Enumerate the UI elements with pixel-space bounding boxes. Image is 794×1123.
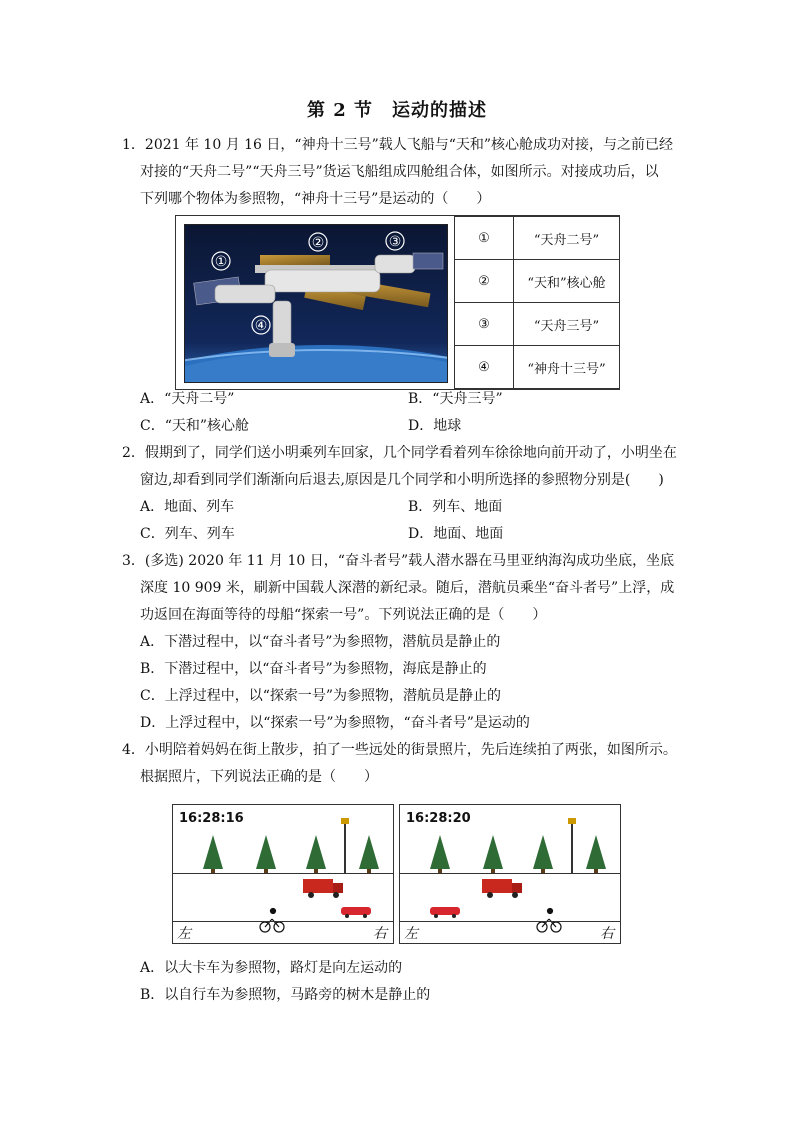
q1-option-d: D．地球 (408, 418, 462, 434)
marker-2: ② (311, 235, 325, 251)
photo-timestamp: 16:28:16 (179, 811, 244, 826)
q3-line-3: 功返回在海面等待的母船“探索一号”。下列说法正确的是（ ） (140, 607, 547, 623)
q1-line-1: 1．2021 年 10 月 16 日，“神舟十三号”载人飞船与“天和”核心舱成功对接，与之前已经 (122, 137, 674, 153)
space-station-image (184, 224, 448, 383)
table-row (455, 260, 620, 303)
table-row (455, 217, 620, 260)
tree-icon (586, 835, 606, 873)
q3-option-c: C．上浮过程中，以“探索一号”为参照物，潜航员是静止的 (140, 688, 502, 704)
label-left: 左 (404, 926, 418, 942)
car-icon (341, 907, 371, 918)
q4-option-b: B．以自行车为参照物，马路旁的树木是静止的 (140, 987, 431, 1003)
tree-icon (203, 835, 223, 873)
table-cell-num: ① (455, 217, 514, 260)
q2-option-a: A．地面、列车 (140, 499, 235, 515)
table-cell-num: ② (455, 260, 514, 303)
q1-option-a: A．“天舟二号” (140, 391, 235, 407)
car-icon (430, 907, 460, 918)
road-line (173, 921, 393, 922)
tree-icon (256, 835, 276, 873)
table-cell-num: ④ (455, 346, 514, 389)
q4-line-1: 4．小明陪着妈妈在街上散步，拍了一些远处的街景照片，先后连续拍了两张，如图所示。 (122, 742, 677, 758)
q4-option-a: A．以大卡车为参照物，路灯是向左运动的 (140, 960, 403, 976)
tree-icon (359, 835, 379, 873)
table-row (455, 346, 620, 389)
table-cell-name: “天舟三号” (514, 303, 620, 346)
road-line (173, 873, 393, 874)
q1-line-3: 下列哪个物体为参照物，“神舟十三号”是运动的（ ） (140, 191, 491, 207)
label-right: 右 (600, 926, 614, 942)
tree-icon (533, 835, 553, 873)
streetlamp-icon (341, 818, 349, 873)
road-line (400, 921, 620, 922)
table-cell-num: ③ (455, 303, 514, 346)
table-cell-name: “天和”核心舱 (514, 260, 620, 303)
q2-option-b: B．列车、地面 (408, 499, 503, 515)
marker-1: ① (214, 254, 228, 270)
q2-line-1: 2．假期到了，同学们送小明乘列车回家，几个同学看着列车徐徐地向前开动了，小明坐在 (122, 445, 677, 461)
q3-option-a: A．下潜过程中，以“奋斗者号”为参照物，潜航员是静止的 (140, 634, 501, 650)
road-line (400, 873, 620, 874)
q1-figure (175, 215, 620, 390)
tree-icon (483, 835, 503, 873)
q3-option-d: D．上浮过程中，以“探索一号”为参照物，“奋斗者号”是运动的 (140, 715, 530, 731)
label-right: 右 (373, 926, 387, 942)
label-left: 左 (177, 926, 191, 942)
q2-option-c: C．列车、列车 (140, 526, 235, 542)
table-row (455, 303, 620, 346)
street-scene-2 (400, 805, 622, 945)
tree-icon (306, 835, 326, 873)
table-cell-name: “天舟二号” (514, 217, 620, 260)
space-station-illustration (185, 225, 447, 382)
truck-icon (482, 879, 522, 898)
q1-option-c: C．“天和”核心舱 (140, 418, 250, 434)
page-title: 第 2 节 运动的描述 (306, 100, 488, 121)
q4-line-2: 根据照片，下列说法正确的是（ ） (140, 769, 378, 785)
q2-line-2: 窗边,却看到同学们渐渐向后退去,原因是几个同学和小明所选择的参照物分别是( ) (140, 472, 664, 488)
streetlamp-icon (568, 818, 576, 873)
q1-label-table (454, 216, 620, 389)
marker-4: ④ (254, 318, 268, 334)
q2-option-d: D．地面、地面 (408, 526, 504, 542)
street-photo-1 (172, 804, 394, 944)
marker-3: ③ (388, 234, 402, 250)
q3-line-1: 3．(多选) 2020 年 11 月 10 日，“奋斗者号”载人潜水器在马里亚纳海沟成功坐底，坐底 (122, 553, 675, 569)
street-scene-1 (173, 805, 395, 945)
photo-timestamp: 16:28:20 (406, 811, 471, 826)
truck-icon (303, 879, 343, 898)
table-cell-name: “神舟十三号” (514, 346, 620, 389)
tree-icon (430, 835, 450, 873)
street-photo-2 (399, 804, 621, 944)
q3-line-2: 深度 10 909 米，刷新中国载人深潜的新纪录。随后，潜航员乘坐“奋斗者号”上浮，成 (140, 580, 675, 596)
q1-option-b: B．“天舟三号” (408, 391, 503, 407)
q1-line-2: 对接的“天舟二号”“天舟三号”货运飞船组成四舱组合体，如图所示。对接成功后，以 (140, 164, 659, 180)
q3-option-b: B．下潜过程中，以“奋斗者号”为参照物，海底是静止的 (140, 661, 487, 677)
